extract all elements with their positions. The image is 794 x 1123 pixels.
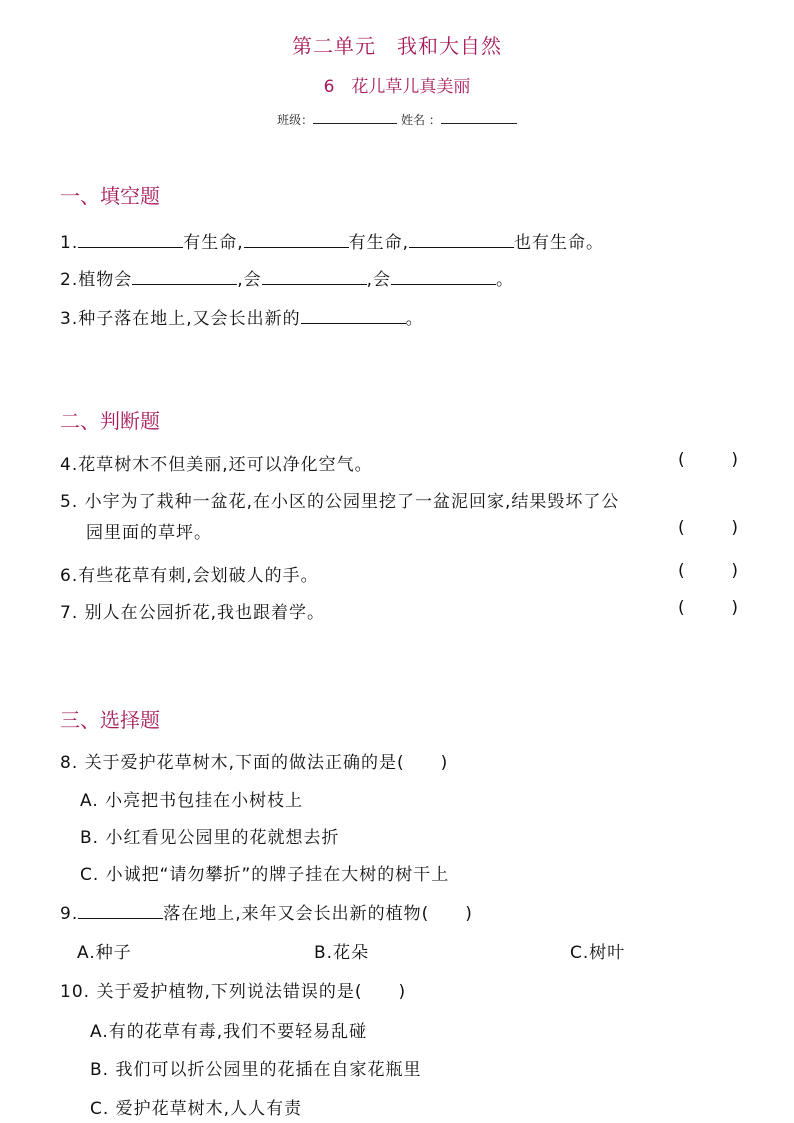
q9-text: 落在地上,来年又会长出新的植物( )	[163, 904, 473, 924]
q2-blank-1[interactable]	[132, 266, 237, 285]
q2-number: 2.	[60, 270, 79, 290]
q8-option-b[interactable]: B. 小红看见公园里的花就想去折	[80, 828, 340, 848]
q9-option-b[interactable]: B.花朵	[314, 943, 370, 963]
q1-number: 1.	[60, 233, 79, 253]
lesson-title: 6 花儿草儿真美丽	[323, 77, 471, 97]
q2-text-4: 。	[496, 270, 515, 290]
q8-option-a[interactable]: A. 小亮把书包挂在小树枝上	[80, 791, 304, 811]
q4-answer-parens[interactable]	[678, 450, 738, 470]
q2-blank-2[interactable]	[262, 266, 367, 285]
name-label: 姓名 ：	[401, 113, 441, 127]
student-info	[0, 111, 794, 128]
q9-number: 9.	[60, 904, 79, 924]
question-1	[60, 228, 734, 253]
q3-text-1: 种子落在地上,又会长出新的	[78, 309, 301, 329]
question-8: 8. 关于爱护花草树木,下面的做法正确的是( )	[60, 753, 449, 773]
q1-blank-1[interactable]	[78, 229, 183, 248]
question-3	[60, 304, 734, 329]
class-blank[interactable]	[313, 111, 397, 124]
section-judge-title: 二、判断题	[60, 409, 160, 433]
paren-left: (	[678, 518, 685, 538]
question-10: 10. 关于爱护植物,下列说法错误的是( )	[60, 982, 407, 1002]
unit-title: 第二单元 我和大自然	[292, 34, 502, 58]
paren-right: )	[731, 598, 738, 618]
q10-option-b[interactable]: B. 我们可以折公园里的花插在自家花瓶里	[90, 1060, 422, 1080]
q1-text-3: 也有生命。	[514, 233, 605, 253]
question-4: 4.花草树木不但美丽,还可以净化空气。	[60, 455, 373, 475]
q1-text-2: 有生命,	[348, 233, 410, 253]
paren-left: (	[678, 450, 685, 470]
q2-text-3: ,会	[366, 270, 392, 290]
section-fill-title: 一、填空题	[60, 184, 160, 208]
question-5-line-2: 园里面的草坪。	[86, 523, 212, 543]
q2-blank-3[interactable]	[391, 266, 496, 285]
question-9	[60, 899, 734, 924]
paren-left: (	[678, 561, 685, 581]
q3-blank[interactable]	[301, 305, 406, 324]
paren-right: )	[731, 561, 738, 581]
question-2	[60, 265, 734, 290]
question-7: 7. 别人在公园折花,我也跟着学。	[60, 603, 326, 623]
class-label: 班级：	[277, 113, 314, 127]
name-blank[interactable]	[441, 111, 517, 124]
q3-text-2: 。	[405, 309, 424, 329]
q1-blank-3[interactable]	[409, 229, 514, 248]
q8-option-c[interactable]: C. 小诚把“请勿攀折”的牌子挂在大树的树干上	[80, 865, 450, 885]
q1-text-1: 有生命,	[183, 233, 244, 253]
q2-text-1: 植物会	[78, 270, 133, 290]
q5-answer-parens[interactable]	[678, 518, 738, 538]
section-choice-title: 三、选择题	[60, 708, 160, 732]
question-6: 6.有些花草有刺,会划破人的手。	[60, 566, 319, 586]
paren-right: )	[731, 518, 738, 538]
q9-blank[interactable]	[78, 900, 163, 919]
q10-option-c[interactable]: C. 爱护花草树木,人人有责	[90, 1099, 303, 1119]
paren-right: )	[731, 450, 738, 470]
q7-answer-parens[interactable]	[678, 598, 738, 618]
paren-left: (	[678, 598, 685, 618]
q9-option-c[interactable]: C.树叶	[570, 943, 626, 963]
q10-option-a[interactable]: A.有的花草有毒,我们不要轻易乱碰	[90, 1022, 368, 1042]
q9-option-a[interactable]: A.种子	[77, 943, 132, 963]
q1-blank-2[interactable]	[244, 229, 349, 248]
q2-text-2: ,会	[237, 270, 262, 290]
question-5-line-1: 5. 小宇为了栽种一盆花,在小区的公园里挖了一盆泥回家,结果毁坏了公	[60, 492, 620, 512]
q6-answer-parens[interactable]	[678, 561, 738, 581]
q3-number: 3.	[60, 309, 79, 329]
